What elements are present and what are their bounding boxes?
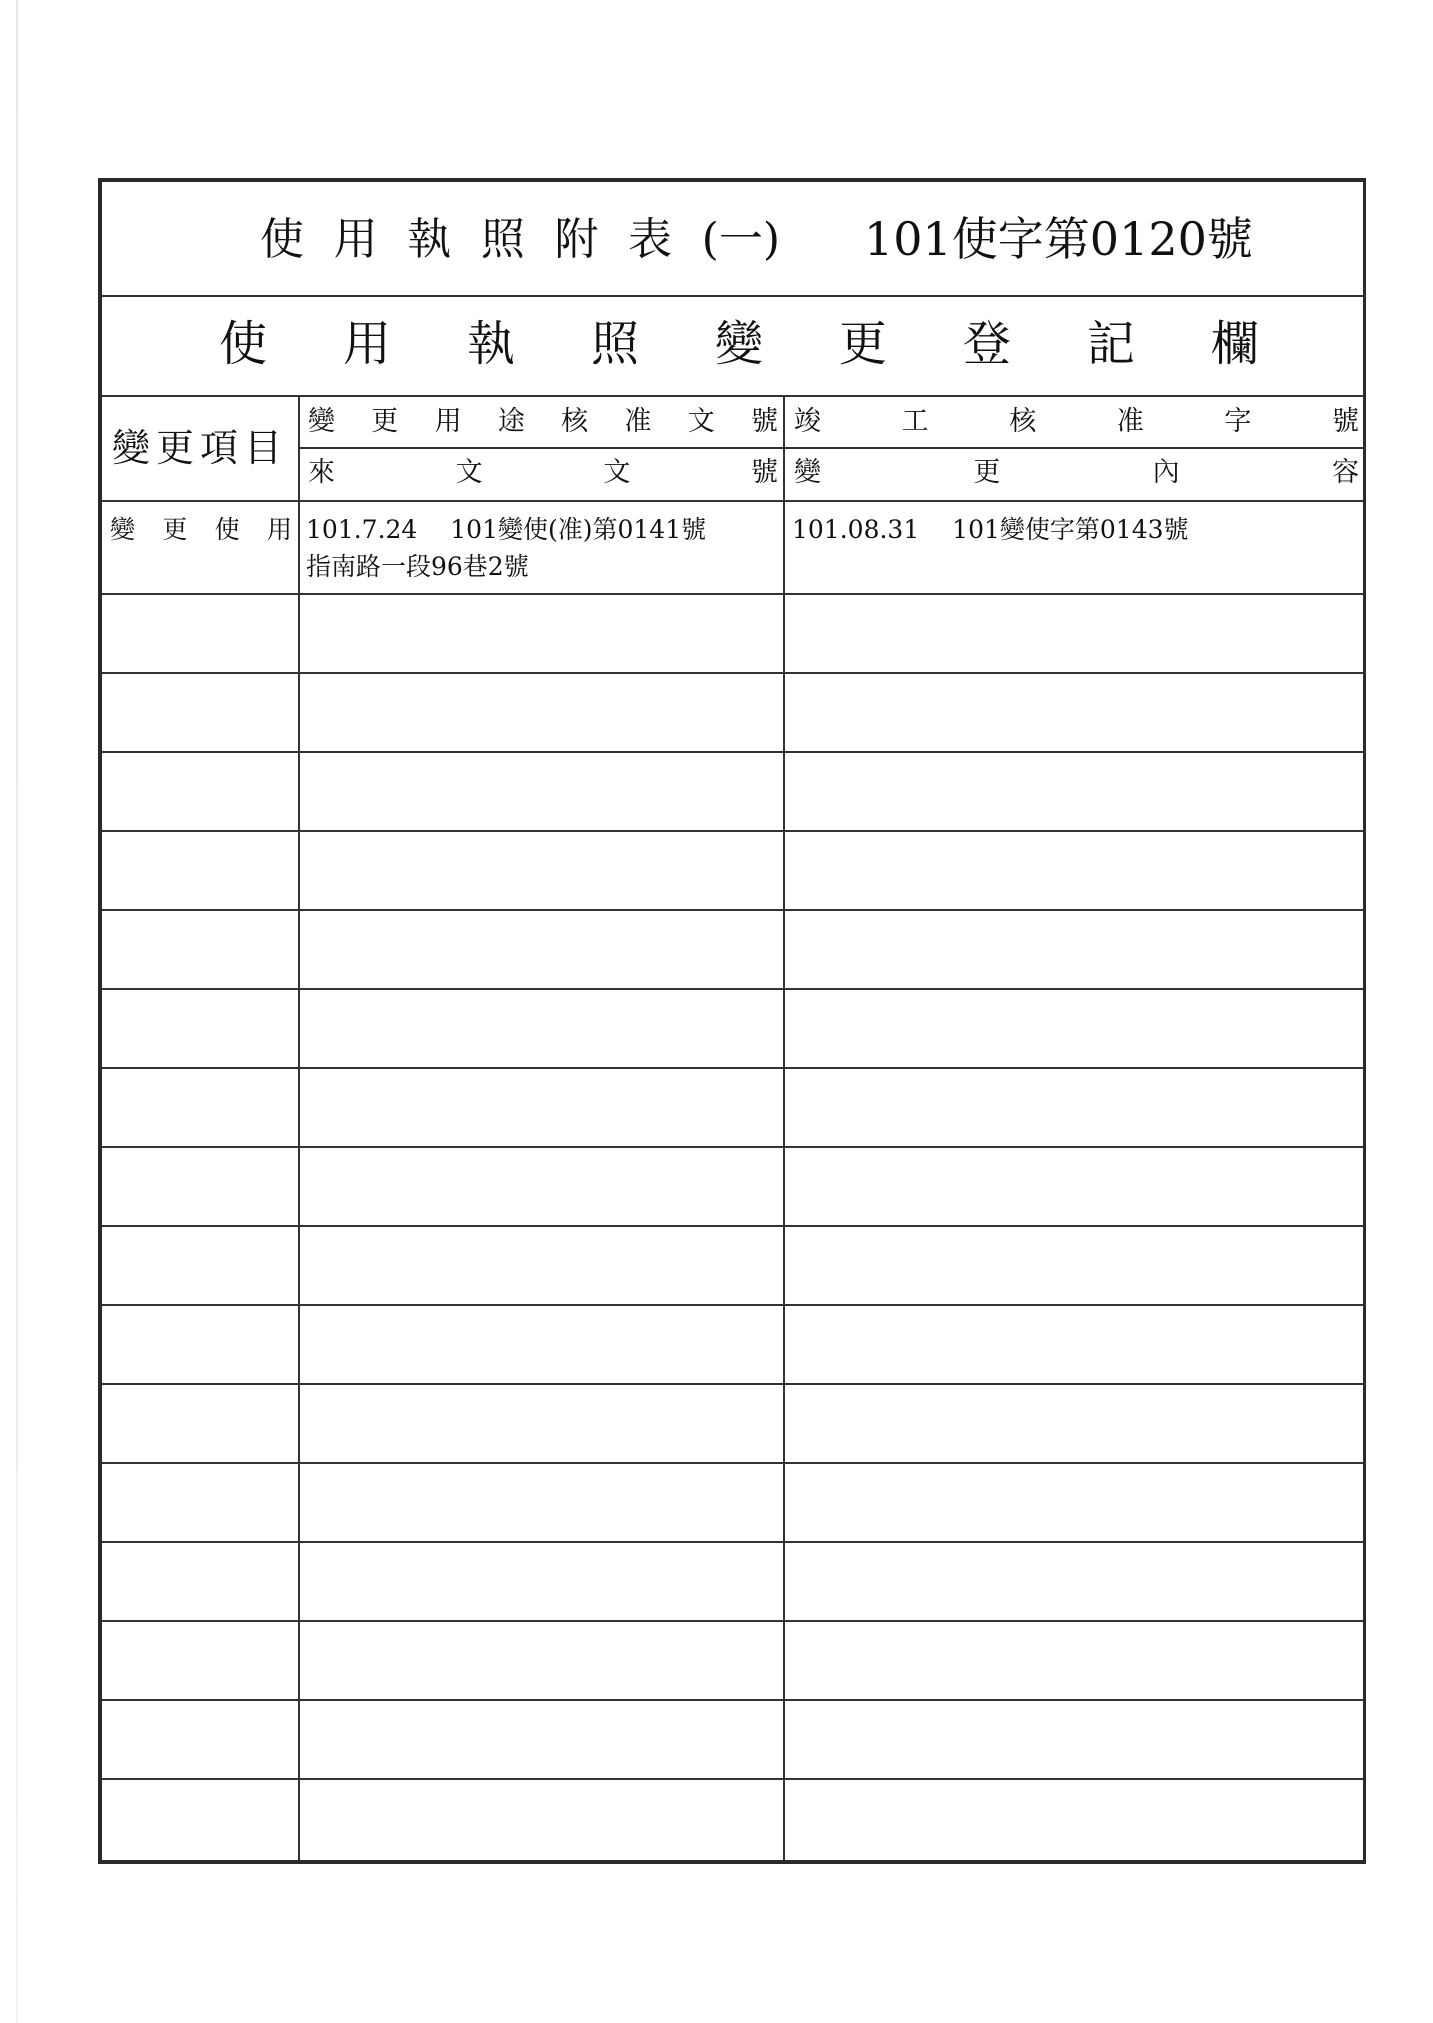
row-line xyxy=(102,1225,1363,1227)
row-line xyxy=(102,1699,1363,1701)
row-line xyxy=(102,988,1363,990)
row-line xyxy=(102,1778,1363,1780)
col-header-item: 變更項目 xyxy=(112,426,289,470)
row-line xyxy=(102,1067,1363,1069)
row-line xyxy=(102,593,1363,595)
row-line xyxy=(102,672,1363,674)
col-header-approval-doc-no: 變 更 用 途 核 准 文 號 xyxy=(308,406,778,437)
row-line xyxy=(102,751,1363,753)
row-line xyxy=(102,1541,1363,1543)
section-title: 使 用 執 照 變 更 登 記 欄 xyxy=(219,316,1259,372)
divider xyxy=(102,500,1363,502)
row-line xyxy=(102,1304,1363,1306)
col-line xyxy=(783,395,785,1860)
col-header-completion-no: 竣 工 核 准 字 號 xyxy=(794,406,1359,437)
divider xyxy=(102,395,1363,397)
row-line xyxy=(102,1620,1363,1622)
row-line xyxy=(102,1383,1363,1385)
registration-table xyxy=(98,178,1366,1864)
header-title: 使 用 執 照 附 表 (一) xyxy=(260,214,780,265)
col-header-incoming-doc-no: 來 文 文 號 xyxy=(308,457,778,488)
row-line xyxy=(102,909,1363,911)
license-number: 101使字第0120號 xyxy=(864,212,1253,266)
entry-approval: 101.7.24 101變使(准)第0141號 xyxy=(306,515,707,544)
scan-edge xyxy=(16,0,18,2023)
row-line xyxy=(102,1462,1363,1464)
row-line xyxy=(102,1146,1363,1148)
col-header-change-content: 變 更 內 容 xyxy=(794,457,1359,488)
entry-completion: 101.08.31 101變使字第0143號 xyxy=(792,515,1189,544)
divider xyxy=(298,447,1363,449)
entry-address: 指南路一段96巷2號 xyxy=(306,552,529,581)
col-line xyxy=(298,395,300,1860)
divider xyxy=(102,295,1363,297)
row-line xyxy=(102,830,1363,832)
entry-item: 變 更 使 用 xyxy=(110,515,292,544)
